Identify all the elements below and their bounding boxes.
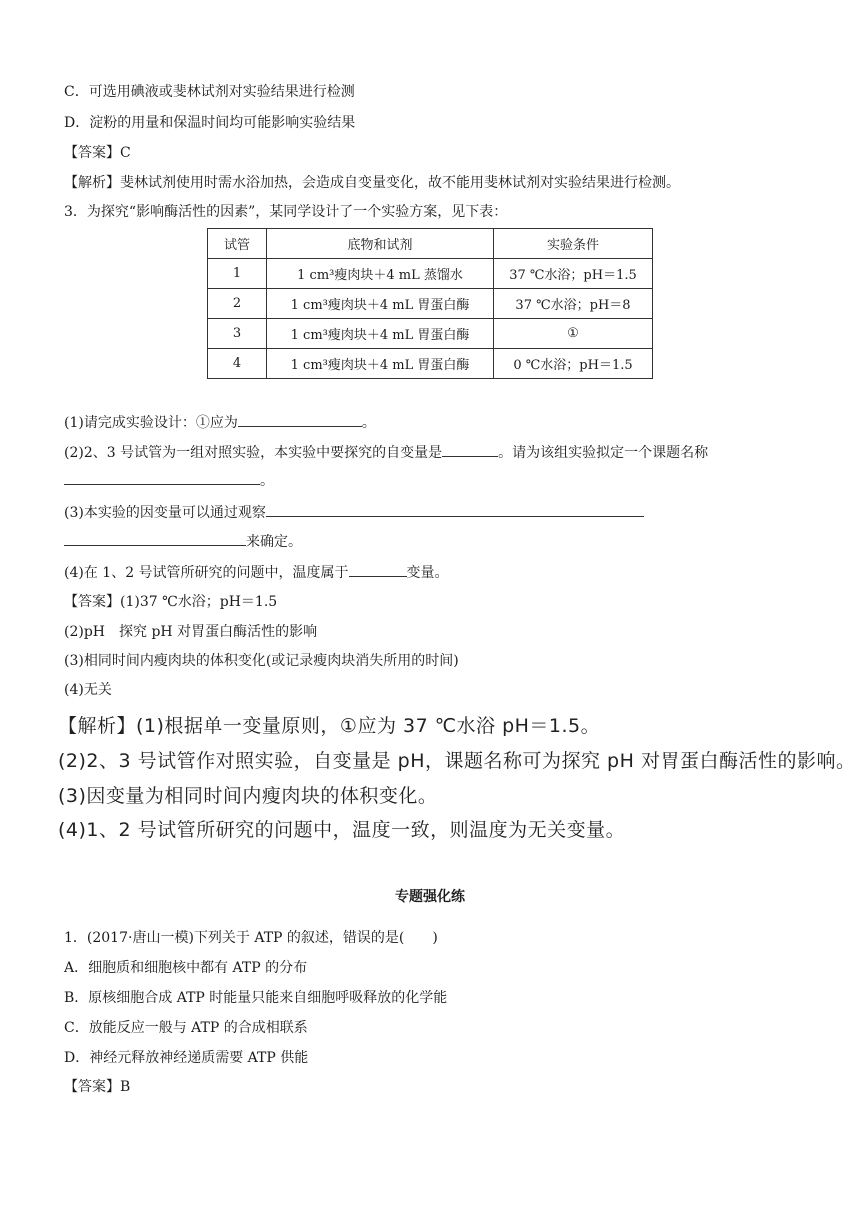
table-cell: ① — [494, 319, 653, 349]
table-cell: 1 — [208, 259, 267, 289]
section-option-d: D．神经元释放神经递质需要 ATP 供能 — [64, 1050, 309, 1066]
q3-part-2 — [64, 442, 708, 463]
q3-part-1-end: 。 — [361, 415, 376, 431]
table-cell: 2 — [208, 289, 267, 319]
table-row — [208, 349, 653, 379]
q3-answer-4: (4)无关 — [64, 682, 112, 698]
q3-part-2-cont — [64, 470, 274, 491]
section-title: 专题强化练 — [395, 889, 465, 905]
q3-analysis-3: (3)因变量为相同时间内瘦肉块的体积变化。 — [58, 785, 438, 807]
section-option-b: B．原核细胞合成 ATP 时能量只能来自细胞呼吸释放的化学能 — [64, 990, 448, 1006]
table-header: 试管 — [208, 229, 267, 259]
q3-analysis-1: 【解析】(1)根据单一变量原则，①应为 37 ℃水浴 pH＝1.5。 — [58, 715, 601, 737]
q3-part-3-text-b: 来确定。 — [246, 534, 302, 550]
q3-part-4 — [64, 562, 449, 583]
table-header-row — [208, 229, 653, 259]
table-header: 实验条件 — [494, 229, 653, 259]
q3-answer-3: (3)相同时间内瘦肉块的体积变化(或记录瘦肉块消失所用的时间) — [64, 653, 459, 669]
table-cell: 4 — [208, 349, 267, 379]
option-c: C．可选用碘液或斐林试剂对实验结果进行检测 — [64, 84, 355, 100]
answer-blank[interactable] — [266, 502, 644, 517]
q3-part-4-text-a: (4)在 1、2 号试管所研究的问题中，温度属于 — [64, 565, 349, 581]
q3-part-2-text-a: (2)2、3 号试管为一组对照实验，本实验中要探究的自变量是 — [64, 445, 443, 461]
section-question-1: 1．(2017·唐山一模)下列关于 ATP 的叙述，错误的是( ) — [64, 930, 438, 946]
section-option-c: C．放能反应一般与 ATP 的合成相联系 — [64, 1020, 308, 1036]
section-option-a: A．细胞质和细胞核中都有 ATP 的分布 — [64, 960, 308, 976]
table-cell: 1 cm³瘦肉块＋4 mL 蒸馏水 — [267, 259, 494, 289]
table-cell: 1 cm³瘦肉块＋4 mL 胃蛋白酶 — [267, 349, 494, 379]
answer-blank[interactable] — [64, 470, 260, 485]
experiment-table — [207, 228, 653, 379]
section-answer: 【答案】B — [64, 1079, 131, 1095]
table-cell: 1 cm³瘦肉块＋4 mL 胃蛋白酶 — [267, 319, 494, 349]
table-cell: 0 ℃水浴；pH＝1.5 — [494, 349, 653, 379]
q3-part-3 — [64, 502, 644, 523]
q3-part-2-end: 。 — [260, 473, 274, 489]
table-row — [208, 259, 653, 289]
table-cell: 37 ℃水浴；pH＝8 — [494, 289, 653, 319]
q3-part-4-text-b: 变量。 — [406, 565, 449, 581]
question-3-stem: 3．为探究“影响酶活性的因素”，某同学设计了一个实验方案，见下表： — [64, 204, 508, 220]
q3-part-1 — [64, 412, 376, 433]
q3-part-1-text: (1)请完成实验设计：①应为 — [64, 415, 238, 431]
q3-part-3-text-a: (3)本实验的因变量可以通过观察 — [64, 505, 266, 521]
q3-answer-1: 【答案】(1)37 ℃水浴；pH＝1.5 — [64, 594, 278, 610]
table-cell: 37 ℃水浴；pH＝1.5 — [494, 259, 653, 289]
table-row — [208, 289, 653, 319]
table-header: 底物和试剂 — [267, 229, 494, 259]
q3-part-3-cont — [64, 531, 302, 552]
analysis-text: 【解析】斐林试剂使用时需水浴加热，会造成自变量变化，故不能用斐林试剂对实验结果进行检测。 — [64, 175, 680, 191]
q3-analysis-2: (2)2、3 号试管作对照实验，自变量是 pH，课题名称可为探究 pH 对胃蛋白酶活性的影响。 — [58, 750, 856, 772]
answer-label: 【答案】C — [64, 145, 131, 161]
option-d: D．淀粉的用量和保温时间均可能影响实验结果 — [64, 115, 356, 131]
table-cell: 1 cm³瘦肉块＋4 mL 胃蛋白酶 — [267, 289, 494, 319]
table-row — [208, 319, 653, 349]
answer-blank[interactable] — [349, 562, 407, 577]
q3-answer-2: (2)pH 探究 pH 对胃蛋白酶活性的影响 — [64, 624, 318, 640]
q3-part-2-text-b: 。请为该组实验拟定一个课题名称 — [498, 445, 709, 461]
answer-blank[interactable] — [64, 531, 246, 546]
answer-blank[interactable] — [442, 442, 498, 457]
q3-analysis-4: (4)1、2 号试管所研究的问题中，温度一致，则温度为无关变量。 — [58, 819, 626, 841]
answer-blank[interactable] — [238, 412, 362, 427]
table-cell: 3 — [208, 319, 267, 349]
